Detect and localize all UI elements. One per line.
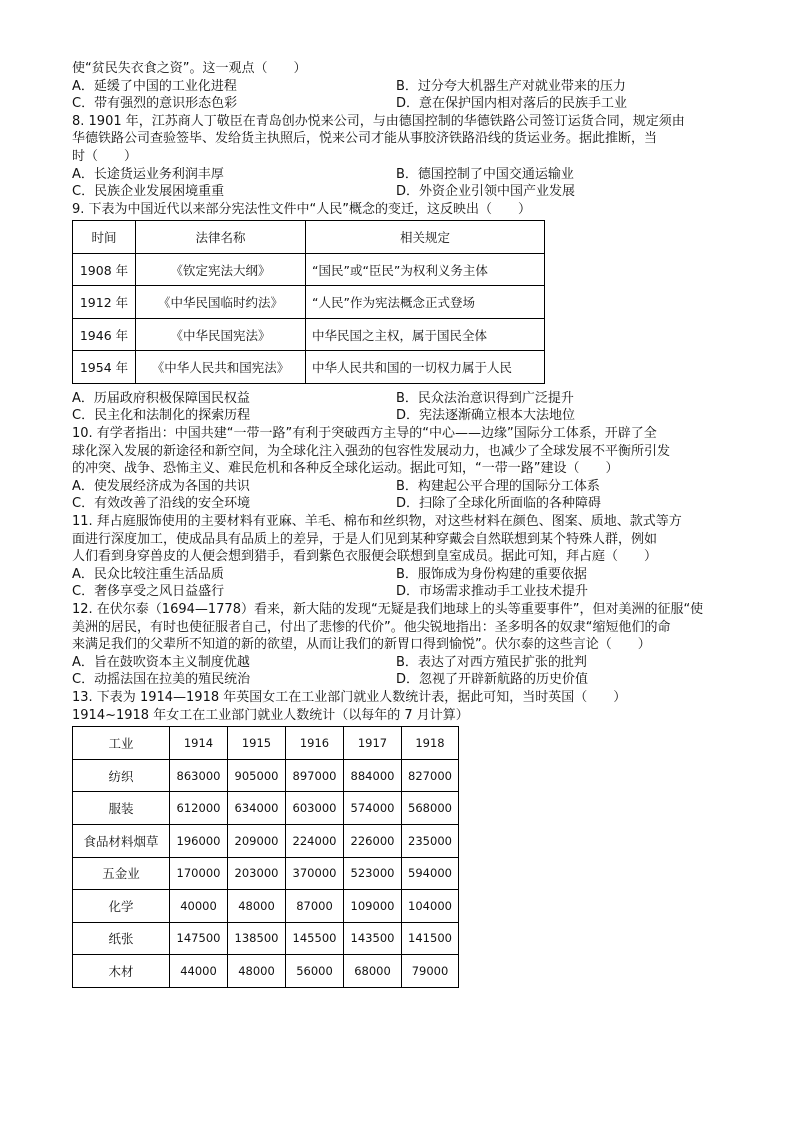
q9-options: [72, 390, 724, 425]
q8-stem-line: 华德铁路公司查验签毕、发给货主执照后，悦来公司才能从事胶济铁路沿线的货运业务。据此推断，当: [72, 131, 658, 147]
q13-table-caption: 1914~1918 年女工在工业部门就业人数统计（以每年的 7 月计算）: [72, 707, 469, 723]
q12-stem-line: 12. 在伏尔泰（1694—1778）看来，新大陆的发现“无疑是我们地球上的头等重要事件”，但对美洲的征服“使: [72, 601, 704, 617]
q7-option-c[interactable]: C．带有强烈的意识形态色彩: [72, 96, 238, 112]
q7-stem: 使“贫民失衣食之资”。这一观点（ ）: [72, 61, 307, 76]
q12-option-c[interactable]: C．动摇法国在拉美的殖民统治: [72, 672, 251, 688]
table-row: [73, 792, 459, 825]
q11-stem-line: 11. 拜占庭服饰使用的主要材料有亚麻、羊毛、棉布和丝织物，对这些材料在颜色、图案、质地、款式等方: [72, 514, 682, 529]
q12-option-d[interactable]: D．忽视了开辟新航路的历史价值: [396, 672, 589, 688]
q11-option-a[interactable]: A．民众比较注重生活品质: [72, 566, 224, 582]
q7-option-a[interactable]: A．延缓了中国的工业化进程: [72, 78, 237, 94]
q13-cell-value: 634000: [228, 792, 286, 825]
q11-options: [72, 566, 724, 601]
q13-cell-industry: 服装: [73, 792, 170, 825]
q13-cell-value: 48000: [228, 955, 286, 988]
q13-cell-industry: 五金业: [73, 857, 170, 890]
q8-option-c[interactable]: C．民族企业发展困境重重: [72, 184, 225, 200]
table-row: [73, 253, 545, 286]
q13-cell-value: 138500: [228, 922, 286, 955]
q7-options: [72, 78, 724, 113]
table-row: [73, 955, 459, 988]
q13-cell-value: 147500: [170, 922, 228, 955]
q13-header-cell: 1915: [228, 727, 286, 760]
q9-cell-year: 1912 年: [73, 286, 136, 319]
q13-cell-value: 87000: [286, 890, 344, 923]
q13-cell-value: 612000: [170, 792, 228, 825]
q9-table: [72, 220, 545, 384]
q9-option-b[interactable]: B．民众法治意识得到广泛提升: [396, 390, 574, 406]
table-row: [73, 759, 459, 792]
table-row: [73, 351, 545, 384]
q13-cell-value: 863000: [170, 759, 228, 792]
q8-options: [72, 166, 724, 201]
table-row: [73, 286, 545, 319]
q9-cell-law: 《钦定宪法大纲》: [136, 253, 306, 286]
q13-cell-value: 143500: [344, 922, 402, 955]
q9-cell-law: 《中华民国宪法》: [136, 318, 306, 351]
q11-stem-line: 面进行深度加工，使成品具有品质上的差异，于是人们见到某种穿戴会自然联想到某个特殊人群，例如: [72, 531, 658, 547]
q13-cell-value: 574000: [344, 792, 402, 825]
q13-cell-industry: 食品材料烟草: [73, 824, 170, 857]
q13-cell-value: 897000: [286, 759, 344, 792]
q9-cell-year: 1946 年: [73, 318, 136, 351]
q13-cell-industry: 纸张: [73, 922, 170, 955]
q13-cell-industry: 纺织: [73, 759, 170, 792]
q13-cell-value: 603000: [286, 792, 344, 825]
q13-cell-value: 141500: [402, 922, 459, 955]
q13-table: [72, 726, 459, 988]
q13-cell-value: 48000: [228, 890, 286, 923]
q13-cell-value: 56000: [286, 955, 344, 988]
q13-cell-industry: 木材: [73, 955, 170, 988]
q9-option-c[interactable]: C．民主化和法制化的探索历程: [72, 408, 251, 424]
table-row: [73, 922, 459, 955]
q13-table-header: [73, 727, 459, 760]
q10-option-d[interactable]: D．扫除了全球化所面临的各种障碍: [396, 496, 602, 512]
q7-option-d[interactable]: D．意在保护国内相对落后的民族手工业: [396, 96, 628, 112]
q10-stem-line: 球化深入发展的新途径和新空间，为全球化注入强劲的包容性发展动力，也减少了全球发展不平衡所引发: [72, 443, 671, 459]
q13-cell-value: 224000: [286, 824, 344, 857]
q13-cell-value: 109000: [344, 890, 402, 923]
q10-stem-line: 的冲突、战争、恐怖主义、难民危机和各种反全球化运动。据此可知，“一带一路”建设（ ）: [72, 461, 619, 477]
q10-stem-line: 10. 有学者指出：中国共建“一带一路”有利于突破西方主导的“中心——边缘”国际分工体系，开辟了全: [72, 426, 657, 442]
q11-stem-line: 人们看到身穿兽皮的人便会想到猎手，看到紫色衣服便会联想到皇室成员。据此可知，拜占庭（ ）: [72, 549, 658, 565]
q9-cell-year: 1908 年: [73, 253, 136, 286]
q7-option-b[interactable]: B．过分夸大机器生产对就业带来的压力: [396, 78, 626, 94]
q13-cell-value: 196000: [170, 824, 228, 857]
q12-stem-line: 美洲的居民，有时也使征服者自己，付出了悲惨的代价”。他尖锐地指出：圣多明各的奴隶“缩短他们的命: [72, 619, 671, 635]
q9-option-d[interactable]: D．宪法逐渐确立根本大法地位: [396, 408, 576, 424]
q13-cell-value: 226000: [344, 824, 402, 857]
q13-cell-value: 594000: [402, 857, 459, 890]
q12-stem-line: 来满足我们的父辈所不知道的新的欲望，从而让我们的新胃口得到愉悦”。伏尔泰的这些言论（ ）: [72, 637, 651, 653]
q12-options: [72, 654, 724, 689]
q9-cell-year: 1954 年: [73, 351, 136, 384]
q13-header-cell: 1917: [344, 727, 402, 760]
q13-cell-value: 235000: [402, 824, 459, 857]
q10-option-c[interactable]: C．有效改善了沿线的安全环境: [72, 496, 251, 512]
q8-option-d[interactable]: D．外资企业引领中国产业发展: [396, 184, 576, 200]
q13-header-cell: 工业: [73, 727, 170, 760]
q13-cell-value: 884000: [344, 759, 402, 792]
q9-option-a[interactable]: A．历届政府积极保障国民权益: [72, 390, 250, 406]
q13-cell-industry: 化学: [73, 890, 170, 923]
q13-cell-value: 44000: [170, 955, 228, 988]
exam-page: [72, 60, 724, 988]
q8-option-a[interactable]: A．长途货运业务利润丰厚: [72, 166, 224, 182]
table-row: [73, 318, 545, 351]
q10-option-b[interactable]: B．构建起公平合理的国际分工体系: [396, 478, 600, 494]
q13-stem: 13. 下表为 1914—1918 年英国女工在工业部门就业人数统计表，据此可知，当时英国（ ）: [72, 689, 627, 705]
q13-cell-value: 568000: [402, 792, 459, 825]
q13-cell-value: 827000: [402, 759, 459, 792]
q9-header-cell: 法律名称: [136, 221, 306, 254]
q9-header-cell: 时间: [73, 221, 136, 254]
q9-cell-rule: “人民”作为宪法概念正式登场: [306, 286, 545, 319]
q13-header-cell: 1916: [286, 727, 344, 760]
q13-cell-value: 104000: [402, 890, 459, 923]
q13-cell-value: 523000: [344, 857, 402, 890]
q13-cell-value: 145500: [286, 922, 344, 955]
q11-option-b[interactable]: B．服饰成为身份构建的重要依据: [396, 566, 587, 582]
q10-options: [72, 478, 724, 513]
q13-cell-value: 905000: [228, 759, 286, 792]
q13-cell-value: 79000: [402, 955, 459, 988]
q13-cell-value: 203000: [228, 857, 286, 890]
q13-cell-value: 40000: [170, 890, 228, 923]
q13-header-cell: 1918: [402, 727, 459, 760]
q9-table-header: [73, 221, 545, 254]
q13-cell-value: 68000: [344, 955, 402, 988]
table-row: [73, 890, 459, 923]
table-row: [73, 824, 459, 857]
q11-option-c[interactable]: C．奢侈享受之风日益盛行: [72, 584, 225, 600]
q11-option-d[interactable]: D．市场需求推动手工业技术提升: [396, 584, 589, 600]
q9-cell-law: 《中华民国临时约法》: [136, 286, 306, 319]
q9-stem: 9. 下表为中国近代以来部分宪法性文件中“人民”概念的变迁，这反映出（ ）: [72, 201, 532, 217]
q8-option-b[interactable]: B．德国控制了中国交通运输业: [396, 166, 574, 182]
q13-cell-value: 170000: [170, 857, 228, 890]
q9-cell-rule: 中华人民共和国的一切权力属于人民: [306, 351, 545, 384]
q9-cell-law: 《中华人民共和国宪法》: [136, 351, 306, 384]
q8-stem-line: 时（ ）: [72, 148, 138, 164]
q8-stem-line: 8. 1901 年，江苏商人丁敬臣在青岛创办悦来公司，与由德国控制的华德铁路公司签订运货合同，规定须由: [72, 113, 685, 129]
q9-cell-rule: “国民”或“臣民”为权利义务主体: [306, 253, 545, 286]
q12-option-a[interactable]: A．旨在鼓吹资本主义制度优越: [72, 654, 250, 670]
table-row: [73, 857, 459, 890]
q13-cell-value: 370000: [286, 857, 344, 890]
q13-header-cell: 1914: [170, 727, 228, 760]
q9-cell-rule: 中华民国之主权，属于国民全体: [306, 318, 545, 351]
q12-option-b[interactable]: B．表达了对西方殖民扩张的批判: [396, 654, 587, 670]
q13-cell-value: 209000: [228, 824, 286, 857]
q9-header-cell: 相关规定: [306, 221, 545, 254]
q10-option-a[interactable]: A．使发展经济成为各国的共识: [72, 478, 250, 494]
